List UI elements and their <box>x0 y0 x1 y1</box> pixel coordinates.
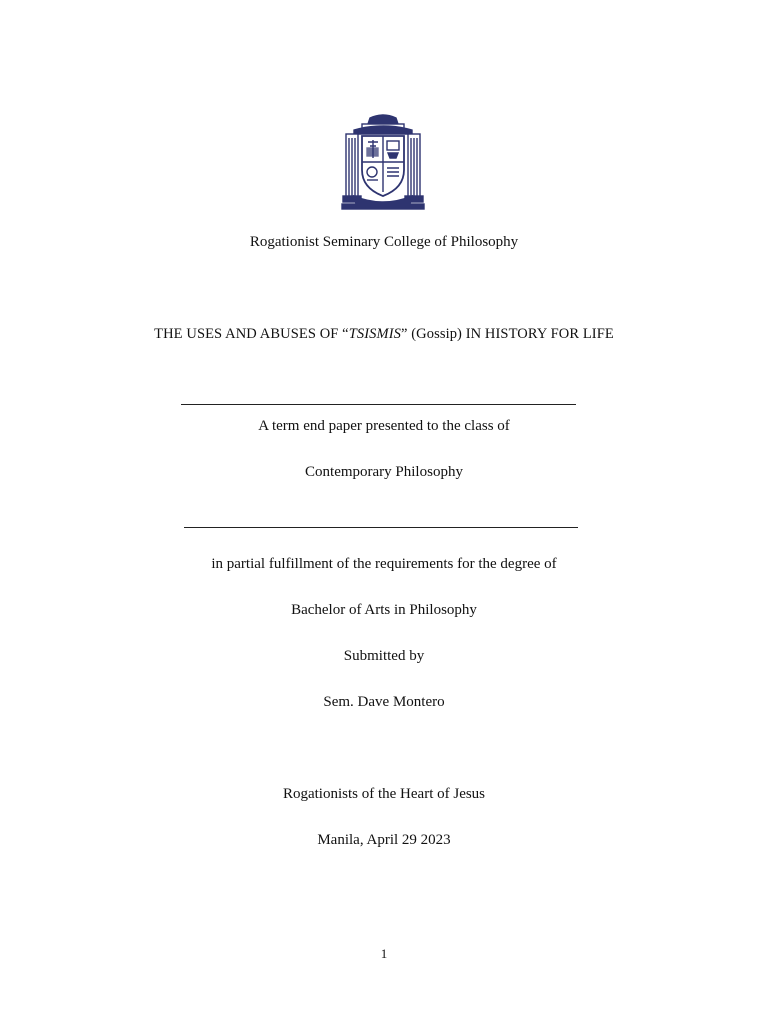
page-number: 1 <box>380 946 388 961</box>
seminary-seal-icon <box>340 112 426 212</box>
presented-to-text: A term end paper presented to the class of <box>258 418 510 434</box>
title-prefix: THE USES AND ABUSES OF “ <box>154 326 349 342</box>
fulfillment-text: in partial fulfillment of the requirements for the degree of <box>211 556 557 572</box>
congregation-name: Rogationists of the Heart of Jesus <box>282 786 486 802</box>
divider-top <box>181 404 576 405</box>
paper-title <box>0 325 768 343</box>
institution-name: Rogationist Seminary College of Philosophy <box>249 234 519 250</box>
place-date: Manila, April 29 2023 <box>317 832 451 848</box>
title-emphasis: TSISMIS <box>348 326 401 342</box>
degree-name: Bachelor of Arts in Philosophy <box>291 602 477 618</box>
divider-bottom <box>184 527 578 528</box>
submitted-label: Submitted by <box>343 648 425 664</box>
title-suffix: ” (Gossip) IN HISTORY FOR LIFE <box>400 326 614 342</box>
course-name: Contemporary Philosophy <box>305 464 463 480</box>
author-name: Sem. Dave Montero <box>323 694 445 710</box>
